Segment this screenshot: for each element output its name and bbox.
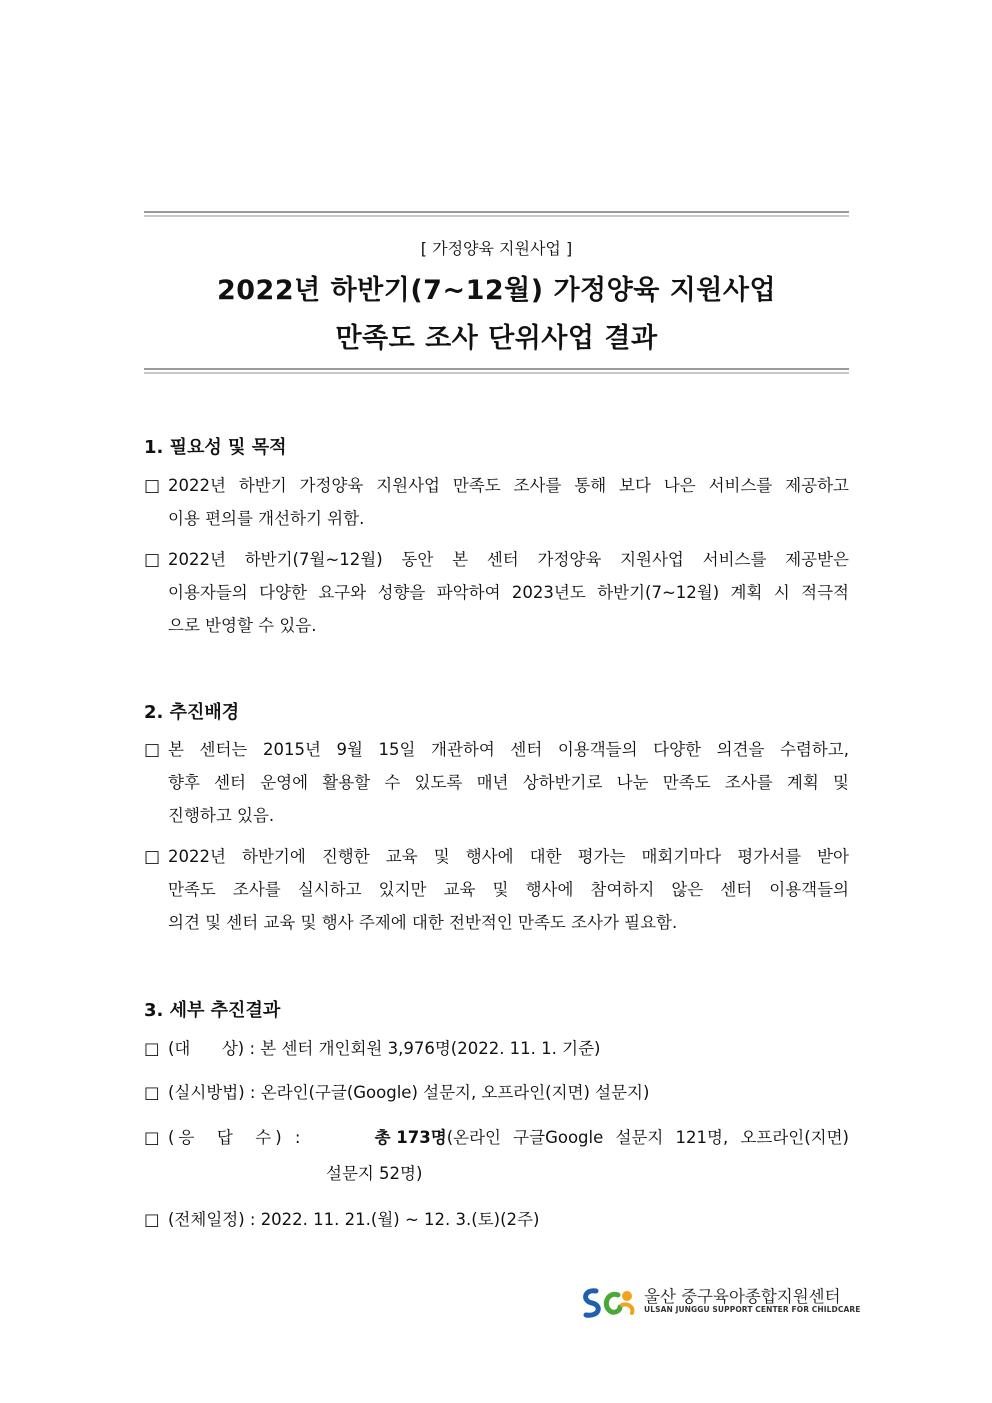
target-value: 본 센터 개인회원 3,976명(2022. 11. 1. 기준): [260, 1039, 601, 1058]
checkbox-bullet: □: [144, 1083, 160, 1102]
method-label: (실시방법) :: [168, 1083, 256, 1102]
checkbox-bullet: □: [144, 847, 161, 867]
checkbox-bullet: □: [144, 1128, 160, 1147]
response-label: (응 답 수) :: [168, 1128, 305, 1147]
text-line: 2022년 하반기 가정양육 지원사업 만족도 조사를 통해 보다 나은 서비스를 제공하고: [168, 476, 849, 495]
checkbox-bullet: □: [144, 476, 161, 496]
response-detail-line1: (온라인 구글Google 설문지 121명, 오프라인(지면): [446, 1128, 849, 1147]
section-2-heading: 2. 추진배경: [144, 702, 240, 723]
org-logo-mark-icon: [578, 1283, 638, 1323]
checkbox-bullet: □: [144, 740, 161, 760]
section-1-heading: 1. 필요성 및 목적: [144, 437, 287, 458]
org-name-en: ULSAN JUNGGU SUPPORT CENTER FOR CHILDCARE: [644, 1305, 861, 1314]
detail-target: [144, 1038, 600, 1060]
method-value: 온라인(구글(Google) 설문지, 오프라인(지면) 설문지): [260, 1083, 650, 1102]
text-line: 이용자들의 다양한 요구와 성향을 파악하여 2023년도 하반기(7~12월) 계획 시 적극적: [168, 583, 849, 602]
org-name: 울산 중구육아종합지원센터: [644, 1287, 841, 1306]
section-3-heading: 3. 세부 추진결과: [144, 1000, 281, 1021]
detail-schedule: [144, 1209, 539, 1231]
page-title-line2: 만족도 조사 단위사업 결과: [335, 323, 658, 354]
page-title-line1: 2022년 하반기(7~12월) 가정양육 지원사업: [216, 275, 777, 306]
checkbox-bullet: □: [144, 550, 161, 570]
text-line: 의견 및 센터 교육 및 행사 주제에 대한 전반적인 만족도 조사가 필요함.: [168, 913, 678, 932]
top-double-rule: [144, 211, 849, 217]
text-line: 본 센터는 2015년 9월 15일 개관하여 센터 이용객들의 다양한 의견을 수렴하고,: [168, 740, 849, 759]
response-detail-line2: 설문지 52명): [326, 1164, 423, 1183]
text-line: 2022년 하반기(7월~12월) 동안 본 센터 가정양육 지원사업 서비스를 제공받은: [168, 550, 849, 569]
checkbox-bullet: □: [144, 1210, 160, 1229]
text-line: 2022년 하반기에 진행한 교육 및 행사에 대한 평가는 매회기마다 평가서를 받아: [168, 847, 849, 866]
text-line: 진행하고 있음.: [168, 806, 275, 825]
schedule-label: (전체일정) :: [168, 1210, 256, 1229]
checkbox-bullet: □: [144, 1039, 160, 1058]
text-line: 으로 반영할 수 있음.: [168, 616, 317, 635]
document-category: [ 가정양육 지원사업 ]: [420, 239, 573, 258]
schedule-value: 2022. 11. 21.(월) ~ 12. 3.(토)(2주): [260, 1210, 540, 1229]
response-total: 총 173명: [374, 1128, 447, 1147]
text-line: 향후 센터 운영에 활용할 수 있도록 매년 상하반기로 나눈 만족도 조사를 계획 및: [168, 773, 849, 792]
bottom-double-rule: [144, 368, 849, 374]
org-logo: [578, 1283, 861, 1323]
target-label: (대 상) :: [168, 1039, 256, 1058]
text-line: 만족도 조사를 실시하고 있지만 교육 및 행사에 참여하지 않은 센터 이용객들의: [168, 880, 849, 899]
detail-response: [144, 1127, 849, 1149]
text-line: 이용 편의를 개선하기 위함.: [168, 509, 365, 528]
detail-method: [144, 1082, 649, 1104]
